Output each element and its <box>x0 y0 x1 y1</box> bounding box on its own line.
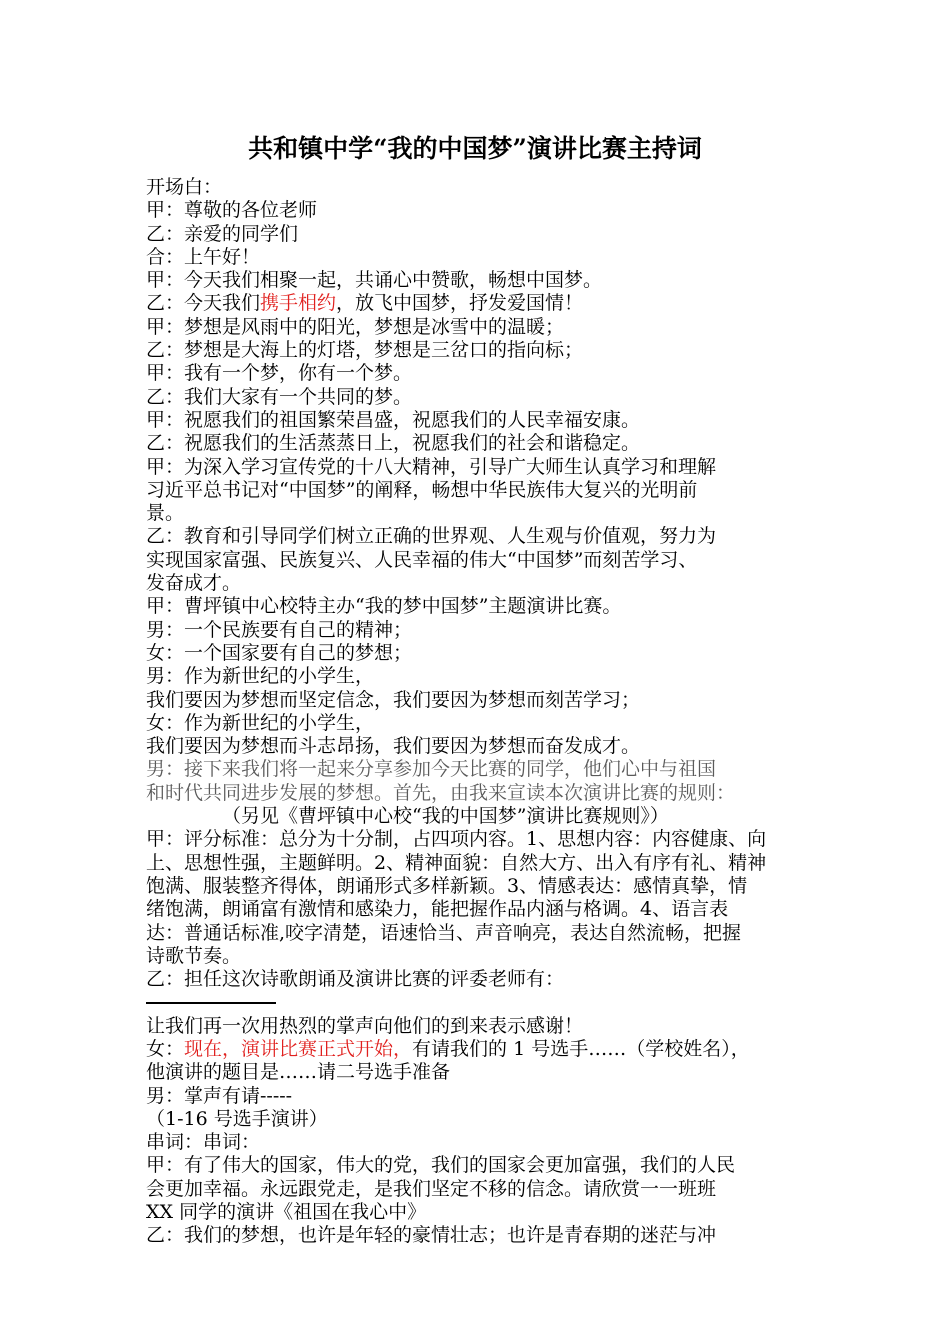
text-line: 乙：亲爱的同学们 <box>146 222 299 245</box>
highlighted-text: 携手相约 <box>260 292 337 315</box>
text-line: 让我们再一次用热烈的掌声向他们的到来表示感谢！ <box>146 1014 584 1037</box>
text-line: 女：作为新世纪的小学生， <box>146 711 375 734</box>
text-line: 习近平总书记对“中国梦”的阐释，畅想中华民族伟大复兴的光明前 <box>146 478 698 501</box>
text-line: 男：接下来我们将一起来分享参加今天比赛的同学，他们心中与祖国 <box>146 758 717 781</box>
text-line: 和时代共同进步发展的梦想。首先，由我来宣读本次演讲比赛的规则： <box>146 781 736 804</box>
text-line: 乙：我们的梦想，也许是年轻的豪情壮志；也许是青春期的迷茫与冲 <box>146 1224 717 1247</box>
text-line: 甲：为深入学习宣传党的十八大精神，引导广大师生认真学习和理解 <box>146 455 717 478</box>
text-line: 我们要因为梦想而斗志昂扬，我们要因为梦想而奋发成才。 <box>146 735 641 758</box>
text-line: 甲：尊敬的各位老师 <box>146 199 318 222</box>
text-line: （1-16 号选手演讲） <box>146 1107 328 1130</box>
text-line: 甲：我有一个梦，你有一个梦。 <box>146 362 413 385</box>
text-line: 他演讲的题目是……请二号选手准备 <box>146 1061 451 1084</box>
text-line: 乙：教育和引导同学们树立正确的世界观、人生观与价值观，努力为 <box>146 525 717 548</box>
text-line: 甲：评分标准：总分为十分制，占四项内容。1、思想内容：内容健康、向 <box>146 828 767 851</box>
text-line: 合：上午好！ <box>146 245 261 268</box>
text-line: 景。 <box>146 502 185 525</box>
text-line: 诗歌节奏。 <box>146 944 242 967</box>
highlighted-text: 现在，演讲比赛正式开始， <box>184 1037 413 1060</box>
text-line: 达：普通话标准,咬字清楚，语速恰当、声音响亮，表达自然流畅，把握 <box>146 921 742 944</box>
text-line: 上、思想性强，主题鲜明。2、精神面貌：自然大方、出入有序有礼、精神 <box>146 851 767 874</box>
text-line: 甲：祝愿我们的祖国繁荣昌盛，祝愿我们的人民幸福安康。 <box>146 408 641 431</box>
text-line: 开场白： <box>146 176 223 198</box>
text-line: 男：掌声有请----- <box>146 1084 293 1107</box>
text-line: 我们要因为梦想而坚定信念，我们要因为梦想而刻苦学习； <box>146 688 641 711</box>
text-line: 乙：担任这次诗歌朗诵及演讲比赛的评委老师有： <box>146 968 565 991</box>
text-line: 会更加幸福。永远跟党走，是我们坚定不移的信念。请欣赏一一班班 <box>146 1177 717 1200</box>
blank-rule <box>146 991 808 1014</box>
text-line: 男：一个民族要有自己的精神； <box>146 618 413 641</box>
text-line: 实现国家富强、民族复兴、人民幸福的伟大“中国梦”而刻苦学习、 <box>146 548 698 571</box>
text-line: 甲：曹坪镇中心校特主办“我的梦中国梦”主题演讲比赛。 <box>146 595 622 618</box>
document-title: 共和镇中学“我的中国梦”演讲比赛主持词 <box>248 134 702 163</box>
text-line: 乙：梦想是大海上的灯塔，梦想是三岔口的指向标； <box>146 339 584 362</box>
text-segment: 乙：今天我们 <box>146 292 261 315</box>
text-line: 发奋成才。 <box>146 572 242 595</box>
text-line: 乙：祝愿我们的生活蒸蒸日上，祝愿我们的社会和谐稳定。 <box>146 432 641 455</box>
text-line: 甲：梦想是风雨中的阳光，梦想是冰雪中的温暖； <box>146 315 565 338</box>
text-line: 饱满、服装整齐得体，朗诵形式多样新颖。3、情感表达：感情真挚，情 <box>146 874 748 897</box>
text-segment: ，放飞中国梦，抒发爱国情！ <box>336 292 584 315</box>
text-line <box>146 1038 808 1061</box>
text-segment: 女： <box>146 1037 185 1060</box>
text-line: 绪饱满，朗诵富有激情和感染力，能把握作品内涵与格调。4、语言表 <box>146 898 729 921</box>
text-line: 女：一个国家要有自己的梦想； <box>146 641 413 664</box>
text-segment: 有请我们的 1 号选手……（学校姓名）， <box>412 1037 750 1060</box>
document-body <box>146 176 808 1248</box>
text-line <box>146 292 808 315</box>
text-line: 串词：串词： <box>146 1131 261 1154</box>
text-line: 甲：有了伟大的国家，伟大的党，我们的国家会更加富强，我们的人民 <box>146 1154 736 1177</box>
text-line: 甲：今天我们相聚一起，共诵心中赞歌，畅想中国梦。 <box>146 269 603 292</box>
text-line: XX 同学的演讲《祖国在我心中》 <box>146 1201 427 1224</box>
text-line: （另见《曹坪镇中心校“我的中国梦”演讲比赛规则》） <box>222 805 669 828</box>
text-line: 乙：我们大家有一个共同的梦。 <box>146 385 413 408</box>
text-line: 男：作为新世纪的小学生， <box>146 665 375 688</box>
